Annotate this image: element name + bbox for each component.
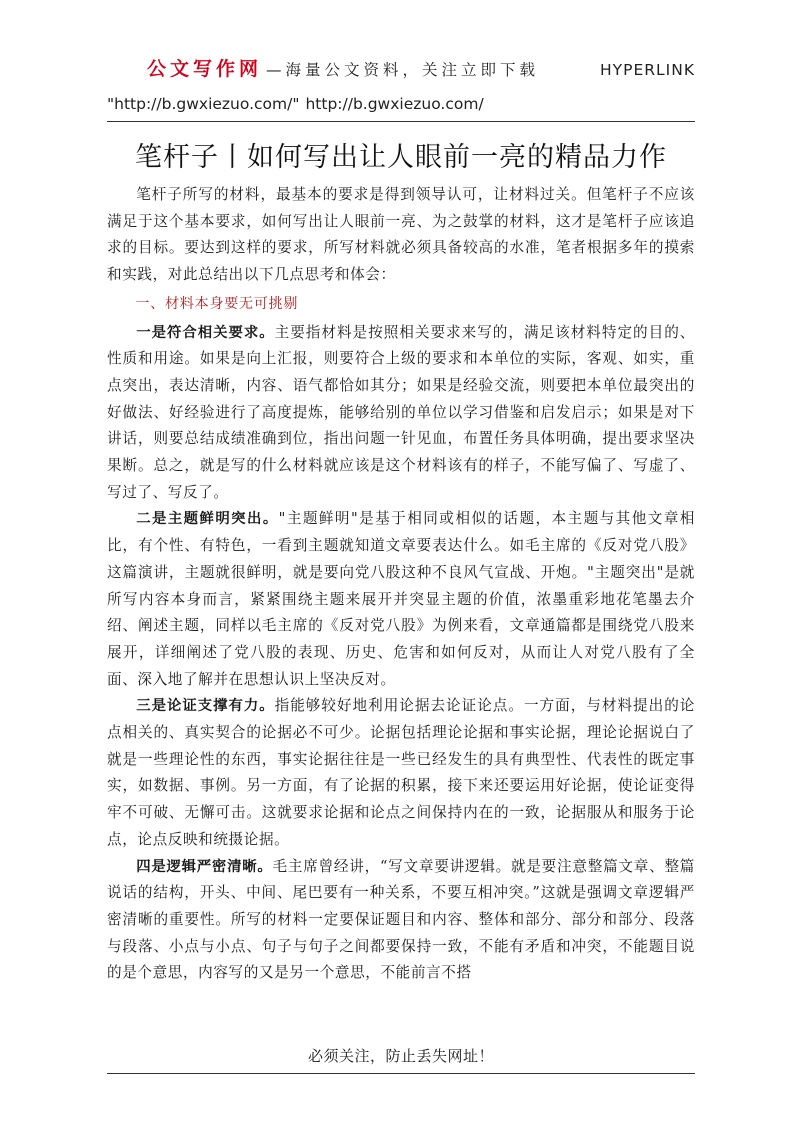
- brand-logo-text[interactable]: 公文写作网: [147, 58, 263, 80]
- point-paragraph-3: [107, 693, 695, 853]
- header-divider: [107, 121, 695, 122]
- point-text-1: 主要指材料是按照相关要求来写的，满足该材料特定的目的、性质和用途。如果是向上汇报，则要符合上级的要求和本单位的实际，客观、如实，重点突出，表达清晰，内容、语气都恰如其分；如果是经验交流，则要把本单位最突出的好做法、好经验进行了高度提炼，能够给别的单位以学习借鉴和启发启示；如果是对下讲话，则要总结成绩准确到位，指出问题一针见血，布置任务具体明确，提出要求坚决果断。总之，就是写的什么材料就应该是这个材料该有的样子，不能写偏了、写虚了、写过了、写反了。: [107, 323, 696, 501]
- header-url-quoted: "http://b.gwxiezuo.com/": [107, 95, 300, 113]
- point-lead-1: 一是符合相关要求。: [136, 324, 275, 341]
- intro-paragraph: 笔杆子所写的材料，最基本的要求是得到领导认可，让材料过关。但笔杆子不应该满足于这个基本要求，如何写出让人眼前一亮、为之鼓掌的材料，这才是笔杆子应该追求的目标。要达到这样的要求，所写材料就必须具备较高的水准，笔者根据多年的摸索和实践，对此总结出以下几点思考和体会：: [107, 186, 695, 284]
- header-line-1: [107, 52, 695, 87]
- point-lead-3: 三是论证支撑有力。: [136, 698, 275, 715]
- hyperlink-field-code: HYPERLINK: [600, 61, 695, 79]
- point-paragraph-2: [107, 506, 695, 693]
- footer-divider: [107, 1073, 695, 1074]
- point-lead-4: 四是逻辑严密清晰。: [136, 858, 273, 875]
- point-text-3: 指能够较好地利用论据去论证论点。一方面，与材料提出的论点相关的、真实契合的论据必不可少。论据包括理论论据和事实论据，理论论据说白了就是一些理论性的东西，事实论据往往是一些已经发生的具有典型性、代表性的既定事实，如数据、事例。另一方面，有了论据的积累，接下来还要运用好论据，使论证变得牢不可破、无懈可击。这就要求论据和论点之间保持内在的一致，论据服从和服务于论点，论点反映和统摄论据。: [107, 697, 696, 848]
- point-paragraph-4: [107, 854, 695, 988]
- point-text-4: 毛主席曾经讲，“写文章要讲逻辑。就是要注意整篇文章、整篇说话的结构，开头、中间、尾巴要有一种关系，不要互相冲突。”这就是强调文章逻辑严密清晰的重要性。所写的材料一定要保证题目和内容、整体和部分、部分和部分、段落与段落、小点与小点、句子与句子之间都要保持一致，不能有矛盾和冲突，不能题目说的是个意思，内容写的又是另一个意思，不能前言不搭: [107, 857, 696, 982]
- point-text-2: "主题鲜明"是基于相同或相似的话题，本主题与其他文章相比，有个性、有特色，一看到主题就知道文章要表达什么。如毛主席的《反对党八股》这篇演讲，主题就很鲜明，就是要向党八股这种不良风气宣战、开炮。"主题突出"是就所写内容本身而言，紧紧围绕主题来展开并突显主题的价值，浓墨重彩地花笔墨去介绍、阐述主题，同样以毛主席的《反对党八股》为例来看，文章通篇都是围绕党八股来展开，详细阐述了党八股的表现、历史、危害和如何反对，从而让人对党八股有了全面、深入地了解并在思想认识上坚决反对。: [107, 510, 695, 688]
- document-title: 笔杆子丨如何写出让人眼前一亮的精品力作: [135, 142, 667, 173]
- header-url-link[interactable]: http://b.gwxiezuo.com/: [305, 95, 484, 113]
- page-header: [107, 52, 695, 121]
- document-body: [107, 182, 695, 987]
- point-paragraph-1: [107, 320, 695, 507]
- point-lead-2: 二是主题鲜明突出。: [136, 511, 279, 528]
- header-slogan: —海量公文资料，关注立即下载: [266, 61, 540, 79]
- section-heading: 一、材料本身要无可挑剔: [135, 295, 299, 312]
- header-line-2: [107, 87, 695, 121]
- page-footer: 必须关注，防止丢失网址！: [307, 1047, 494, 1065]
